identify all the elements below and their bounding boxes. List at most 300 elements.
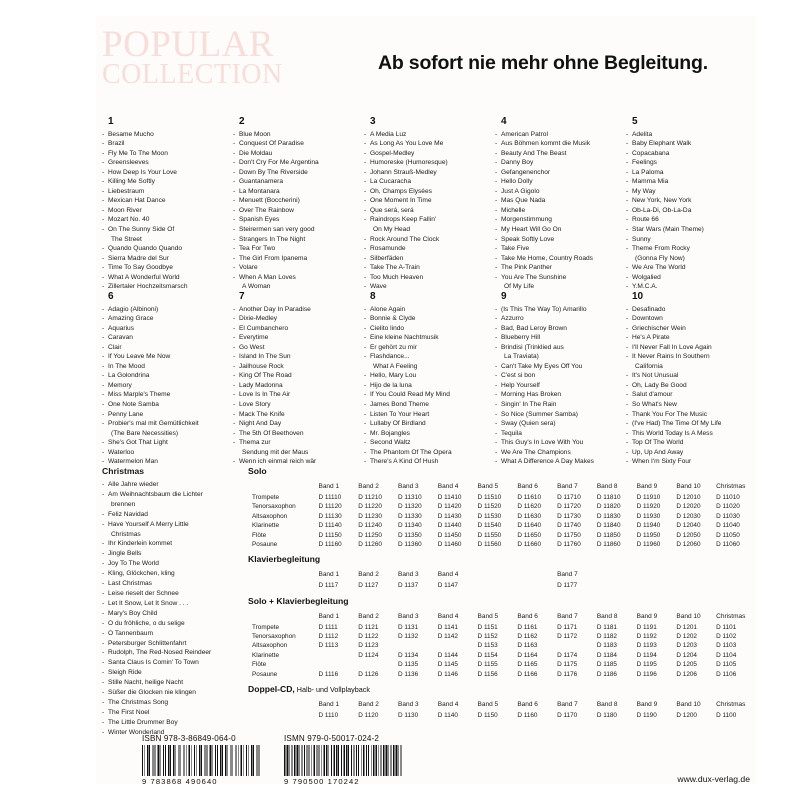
song-item: - King Of The Road — [233, 371, 360, 381]
song-item: - In The Mood — [102, 362, 229, 372]
song-item: - Feliz Navidad — [102, 510, 242, 520]
song-item: - Wenn ich einmal reich wär — [233, 457, 360, 467]
song-item: - A Media Luz — [364, 130, 491, 140]
band-column-header: Band 4 — [437, 701, 459, 708]
song-item: - This Guy's In Love With You — [495, 438, 622, 448]
instrument-name: Flöte — [252, 531, 267, 539]
song-item: - Mas Que Nada — [495, 196, 622, 206]
order-number-cell: D 1176 — [557, 670, 578, 678]
song-item: - Take Five — [495, 244, 622, 254]
order-number-cell: D 11920 — [636, 503, 661, 511]
order-number-cell: D 11620 — [517, 503, 541, 511]
order-number-cell: D 1164 — [517, 651, 538, 659]
song-item: - Strangers In The Night — [233, 235, 360, 245]
song-item: - Que será, será — [364, 206, 491, 216]
order-number-cell: D 11020 — [716, 503, 740, 511]
band-column-header: Band 8 — [596, 701, 618, 708]
table-row — [248, 641, 756, 650]
order-number-cell: D 11210 — [358, 493, 382, 501]
song-item: - This World Today Is A Mess — [626, 429, 753, 439]
volume-column-9 — [495, 291, 622, 467]
order-number-cell: D 1103 — [716, 642, 737, 650]
order-number-tables — [248, 466, 756, 725]
song-item: - Dixie-Medley — [233, 314, 360, 324]
song-item: - Danny Boy — [495, 158, 622, 168]
song-item: - If You Leave Me Now — [102, 352, 229, 362]
instrument-header — [248, 700, 318, 711]
order-number-cell: D 1147 — [437, 582, 458, 590]
order-number-cell: D 1134 — [398, 651, 419, 659]
volume-column-1 — [102, 116, 229, 292]
order-number-cell: D 11550 — [477, 531, 502, 539]
footer — [96, 716, 756, 784]
order-number-cell: D 11650 — [517, 531, 541, 539]
band-column-header — [517, 570, 557, 581]
volume-number: 6 — [108, 291, 114, 302]
order-number-cell: D 1175 — [557, 661, 578, 669]
song-item: - Top Of The World — [626, 438, 753, 448]
song-item: - Moon River — [102, 206, 229, 216]
song-item: - Morning Has Broken — [495, 390, 622, 400]
order-number-cell: D 12060 — [676, 540, 701, 548]
song-item: - Morgenstimmung — [495, 215, 622, 225]
song-item: - (Is This The Way To) Amarillo — [495, 305, 622, 315]
order-number-cell: D 1174 — [557, 651, 578, 659]
song-item: - Caravan — [102, 333, 229, 343]
song-item: - Beauty And The Beast — [495, 149, 622, 159]
order-number-cell: D 12050 — [676, 531, 701, 539]
order-number-cell: D 11310 — [398, 493, 422, 501]
song-item: - Rosamunde — [364, 244, 491, 254]
song-item: - My Way — [626, 187, 753, 197]
order-number-cell: D 11320 — [398, 503, 422, 511]
song-item: - Santa Claus Is Comin' To Town — [102, 658, 242, 668]
order-number-cell: D 11260 — [358, 540, 382, 548]
order-number-cell: D 1120 — [358, 711, 379, 719]
order-number-cell: D 11660 — [517, 540, 541, 548]
song-item: - Sway (Quien sera) — [495, 419, 622, 429]
table-row — [248, 502, 756, 511]
song-item: - When A Man Loves — [233, 273, 360, 283]
order-number-cell: D 11640 — [517, 522, 541, 530]
band-column-header: Band 10 — [676, 483, 701, 490]
volume-number: 7 — [239, 291, 245, 302]
order-number-cell: D 1146 — [437, 670, 458, 678]
order-number-cell: D 1182 — [596, 632, 617, 640]
volume-column-3 — [364, 116, 491, 292]
song-item: - Hello, Mary Lou — [364, 371, 491, 381]
order-number-cell: D 1102 — [716, 632, 737, 640]
song-item: - Listen To Your Heart — [364, 410, 491, 420]
song-item: (Gonna Fly Now) — [635, 254, 685, 262]
song-item: - Stille Nacht, heilige Nacht — [102, 678, 242, 688]
song-item: - Star Wars (Main Theme) — [626, 225, 753, 235]
song-item: - Sierra Madre del Sur — [102, 254, 229, 264]
song-item: - Aquarius — [102, 324, 229, 334]
song-item: - Oh, Lady Be Good — [626, 381, 753, 391]
song-item: - Gefangenenchor — [495, 168, 622, 178]
song-item: - The First Noel — [102, 708, 242, 718]
song-item: - Time To Say Goodbye — [102, 263, 229, 273]
isbn-barcode — [142, 745, 260, 776]
header — [96, 16, 756, 102]
song-item: - Down By The Riverside — [233, 168, 360, 178]
order-number-cell: D 1144 — [437, 651, 458, 659]
order-number-cell: D 11540 — [477, 522, 502, 530]
band-column-header: Band 10 — [676, 612, 701, 620]
band-column-header: Band 10 — [676, 701, 701, 708]
song-item: - Wave — [364, 282, 491, 292]
band-column-header — [478, 570, 518, 581]
song-item: - Take The A-Train — [364, 263, 491, 273]
band-column-header: Band 1 — [318, 612, 340, 620]
order-number-cell: D 1160 — [517, 711, 538, 719]
song-item: - Er gehört zu mir — [364, 343, 491, 353]
instrument-name: Altsaxophon — [252, 642, 288, 650]
table-row — [248, 512, 756, 521]
song-item: La Traviata) — [504, 353, 539, 361]
order-number-cell: D 1110 — [318, 711, 339, 719]
song-item: - (I've Had) The Time Of My Life — [626, 419, 753, 429]
order-number-cell: D 1195 — [636, 661, 657, 669]
order-number-cell: D 1192 — [636, 632, 657, 640]
order-number-cell: D 1116 — [318, 670, 339, 678]
song-list — [364, 305, 491, 467]
volume-number: 9 — [501, 291, 507, 302]
order-table-block — [248, 684, 756, 720]
song-item: - Petersburger Schlittenfahrt — [102, 639, 242, 649]
order-number-cell: D 11250 — [358, 531, 382, 539]
order-number-cell: D 1171 — [557, 623, 578, 631]
instrument-name: Altsaxophon — [252, 512, 288, 520]
back-cover-sheet — [96, 16, 756, 784]
volume-column-10 — [626, 291, 753, 467]
order-number-cell: D 1135 — [398, 661, 419, 669]
song-item: - Another Day In Paradise — [233, 305, 360, 315]
order-number-cell: D 11060 — [716, 540, 740, 548]
order-number-cell: D 1151 — [477, 623, 498, 631]
song-item: - Theme From Rocky — [626, 244, 753, 254]
song-item: - The Christmas Song — [102, 698, 242, 708]
instrument-header — [248, 482, 318, 493]
song-item: - James Bond Theme — [364, 400, 491, 410]
order-number-cell: D 1132 — [398, 632, 419, 640]
song-item: - Mozart No. 40 — [102, 215, 229, 225]
band-column-header: Christmas — [716, 483, 746, 490]
instrument-name: Trompete — [252, 623, 280, 631]
song-item: - Spanish Eyes — [233, 215, 360, 225]
order-number-cell: D 11830 — [596, 512, 621, 520]
song-item: - O Tannenbaum — [102, 629, 242, 639]
song-item: - On The Sunny Side Of — [102, 225, 229, 235]
song-item: - It's Not Unusual — [626, 371, 753, 381]
song-item: - Too Much Heaven — [364, 273, 491, 283]
song-list — [233, 305, 360, 467]
band-column-header: Band 3 — [398, 571, 419, 579]
volume-number: 1 — [108, 116, 114, 127]
band-column-header: Band 8 — [596, 612, 618, 620]
brand-logo — [102, 24, 283, 91]
song-item: - Sunny — [626, 235, 753, 245]
table-row — [248, 623, 756, 632]
order-table-title — [248, 554, 756, 564]
order-table-title — [248, 596, 756, 606]
order-number-cell: D 11840 — [596, 522, 621, 530]
order-number-cell: D 1170 — [557, 711, 578, 719]
order-number-cell: D 1183 — [596, 642, 617, 650]
table-header-row — [248, 482, 756, 493]
order-number-cell: D 11910 — [636, 493, 661, 501]
order-number-cell: D 1181 — [596, 623, 617, 631]
song-item: - Am Weihnachtsbaum die Lichter — [102, 490, 242, 500]
band-column-header: Band 4 — [437, 571, 459, 579]
order-number-cell — [676, 581, 716, 590]
song-list — [626, 305, 753, 467]
song-item: - Killing Me Softly — [102, 177, 229, 187]
band-column-header — [676, 570, 716, 581]
song-item: - Die Moldau — [233, 149, 360, 159]
song-item: - Thema zur — [233, 438, 360, 448]
band-column-header: Band 4 — [437, 612, 459, 620]
song-item: - Mamma Mia — [626, 177, 753, 187]
volume-number: 3 — [370, 116, 376, 127]
song-item: - Tequila — [495, 429, 622, 439]
volume-row-2 — [102, 291, 756, 467]
logo-line-2: COLLECTION — [102, 59, 283, 91]
order-number-cell: D 1162 — [517, 632, 538, 640]
song-item: - Lullaby Of Birdland — [364, 419, 491, 429]
song-item: - How Deep Is Your Love — [102, 168, 229, 178]
instrument-name: Klarinette — [252, 651, 279, 659]
band-column-header: Band 7 — [557, 612, 578, 620]
ismn-barcode — [284, 745, 402, 776]
band-column-header: Band 9 — [636, 483, 658, 490]
order-number-cell: D 1166 — [517, 670, 538, 678]
order-table-block — [248, 596, 756, 679]
table-row — [248, 581, 756, 590]
song-item: - Eine kleine Nachtmusik — [364, 333, 491, 343]
order-table-title-main: Doppel-CD, — [248, 684, 295, 694]
band-column-header: Band 7 — [557, 701, 578, 708]
song-item: - It Never Rains In Southern — [626, 352, 753, 362]
instrument-name: Flöte — [252, 661, 267, 669]
song-item: - Singin' In The Rain — [495, 400, 622, 410]
song-item: - Lady Madonna — [233, 381, 360, 391]
song-item: - Steirermen san very good — [233, 225, 360, 235]
song-item: - Miss Marple's Theme — [102, 390, 229, 400]
song-item: - Over The Rainbow — [233, 206, 360, 216]
song-item: - Route 66 — [626, 215, 753, 225]
band-column-header: Band 2 — [358, 571, 379, 579]
song-item: - I'll Never Fall In Love Again — [626, 343, 753, 353]
order-number-cell: D 1130 — [398, 711, 419, 719]
order-number-cell: D 1200 — [676, 711, 697, 719]
band-column-header: Band 9 — [636, 701, 658, 708]
instrument-header — [248, 612, 318, 623]
song-item: - Zillertaler Hochzeitsmarsch — [102, 282, 229, 292]
song-item: - So Nice (Summer Samba) — [495, 410, 622, 420]
song-item: - We Are The Champions — [495, 448, 622, 458]
song-item: - What A Difference A Day Makes — [495, 457, 622, 467]
song-item: - Raindrops Keep Fallin' — [364, 215, 491, 225]
instrument-name: Posaune — [252, 540, 278, 548]
song-item: - The Little Drummer Boy — [102, 718, 242, 728]
order-number-cell: D 1201 — [676, 623, 697, 631]
website-url[interactable]: www.dux-verlag.de — [677, 774, 750, 784]
song-item: - She's Got That Light — [102, 438, 229, 448]
song-item: - Memory — [102, 381, 229, 391]
order-number-cell — [517, 581, 557, 590]
song-item: - Let It Snow, Let It Snow . . . — [102, 599, 242, 609]
order-number-cell: D 1113 — [318, 642, 339, 650]
volume-number: 2 — [239, 116, 245, 127]
song-item: - Night And Day — [233, 419, 360, 429]
song-item: - Aus Böhmen kommt die Musik — [495, 139, 622, 149]
song-item: - Griechischer Wein — [626, 324, 753, 334]
christmas-heading: Christmas — [102, 466, 145, 476]
order-number-cell: D 11130 — [318, 512, 342, 520]
order-number-cell: D 11850 — [596, 531, 621, 539]
isbn-block — [142, 734, 260, 786]
order-number-cell: D 11360 — [398, 540, 422, 548]
song-item: - Brazil — [102, 139, 229, 149]
order-number-cell: D 11040 — [716, 522, 740, 530]
order-number-cell — [318, 660, 358, 669]
order-number-cell: D 1137 — [398, 582, 419, 590]
order-number-cell: D 11930 — [636, 512, 661, 520]
logo-line-1: POPULAR — [102, 24, 275, 65]
song-item: - Salut d'amour — [626, 390, 753, 400]
ismn-label: ISMN 979-0-50017-024-2 — [284, 734, 380, 743]
ismn-barcode-digits: 9 790500 170242 — [284, 777, 360, 786]
order-number-cell: D 1111 — [318, 623, 338, 631]
table-header-row — [248, 700, 756, 711]
song-list — [102, 305, 229, 467]
band-column-header — [637, 570, 677, 581]
song-item: - Y.M.C.A. — [626, 282, 753, 292]
order-number-cell: D 11340 — [398, 522, 422, 530]
table-header-row — [248, 570, 756, 581]
order-number-cell: D 11560 — [477, 540, 502, 548]
order-number-cell: D 11710 — [557, 493, 581, 501]
order-number-cell: D 1112 — [318, 632, 339, 640]
order-number-cell: D 1101 — [716, 623, 737, 631]
order-number-cell: D 1202 — [676, 632, 697, 640]
song-item: - Joy To The World — [102, 559, 242, 569]
order-number-cell: D 1104 — [716, 651, 737, 659]
song-item: - Up, Up And Away — [626, 448, 753, 458]
order-number-cell — [398, 641, 438, 650]
song-item: - Liebestraum — [102, 187, 229, 197]
order-number-cell: D 11140 — [318, 522, 342, 530]
instrument-name — [248, 581, 318, 590]
song-item: - Mary's Boy Child — [102, 609, 242, 619]
volume-number: 8 — [370, 291, 376, 302]
song-item: - There's A Kind Of Hush — [364, 457, 491, 467]
table-row — [248, 651, 756, 660]
order-number-cell: D 11630 — [517, 512, 541, 520]
order-number-cell: D 1154 — [477, 651, 498, 659]
instrument-name: Trompete — [252, 493, 280, 501]
order-number-cell: D 11460 — [437, 540, 462, 548]
table-row — [248, 521, 756, 530]
order-number-cell: D 11050 — [716, 531, 740, 539]
order-number-cell: D 11530 — [477, 512, 502, 520]
song-item: - Volare — [233, 263, 360, 273]
band-column-header: Band 7 — [557, 483, 578, 490]
song-item: - Leise rieselt der Schnee — [102, 589, 242, 599]
song-item: - Copacabana — [626, 149, 753, 159]
song-item: - Thank You For The Music — [626, 410, 753, 420]
order-number-cell: D 1150 — [477, 711, 498, 719]
band-column-header — [597, 570, 637, 581]
song-item: - Kling, Glöckchen, kling — [102, 569, 242, 579]
song-list — [495, 130, 622, 292]
order-table-title-sub: Halb- und Vollplayback — [294, 685, 370, 694]
song-item: - Gospel-Medley — [364, 149, 491, 159]
song-item: - Downtown — [626, 314, 753, 324]
volume-row-1 — [102, 116, 756, 292]
song-item: - Azzurro — [495, 314, 622, 324]
song-item: - La Golondrina — [102, 371, 229, 381]
order-number-cell: D 11240 — [358, 522, 382, 530]
table-row — [248, 670, 756, 679]
tagline: Ab sofort nie mehr ohne Begleitung. — [378, 52, 708, 74]
order-table-block — [248, 554, 756, 590]
band-column-header: Band 3 — [398, 612, 419, 620]
order-number-cell: D 11740 — [557, 522, 581, 530]
song-item: - Probier's mal mit Gemütlichkeit — [102, 419, 229, 429]
song-item: - My Heart Will Go On — [495, 225, 622, 235]
order-number-cell: D 11730 — [557, 512, 581, 520]
song-item: - We Are The World — [626, 263, 753, 273]
band-column-header: Band 4 — [437, 483, 459, 490]
order-number-cell: D 1184 — [596, 651, 617, 659]
song-list — [495, 305, 622, 467]
order-number-cell: D 11010 — [716, 493, 740, 501]
order-number-cell: D 11720 — [557, 503, 581, 511]
order-number-cell: D 11520 — [477, 503, 502, 511]
order-number-cell: D 1123 — [358, 642, 379, 650]
song-item: A Woman — [242, 283, 271, 291]
song-item: Of My Life — [504, 283, 535, 291]
order-number-cell: D 1126 — [358, 670, 379, 678]
song-item: - Love Story — [233, 400, 360, 410]
song-item: - He's A Pirate — [626, 333, 753, 343]
order-number-cell: D 1155 — [477, 661, 498, 669]
band-column-header: Band 2 — [358, 612, 379, 620]
order-number-cell: D 1153 — [477, 642, 498, 650]
order-number-cell: D 11160 — [318, 540, 342, 548]
order-number-cell: D 1117 — [318, 582, 339, 590]
song-item: - Everytime — [233, 333, 360, 343]
order-number-cell: D 1131 — [398, 623, 419, 631]
song-item: - Island In The Sun — [233, 352, 360, 362]
order-number-cell: D 12040 — [676, 522, 701, 530]
order-number-cell: D 1141 — [437, 623, 458, 631]
song-item: - O du fröhliche, o du selige — [102, 619, 242, 629]
band-column-header: Christmas — [716, 612, 746, 620]
band-column-header: Band 5 — [477, 612, 499, 620]
order-number-cell: D 11350 — [398, 531, 422, 539]
song-item: - Amazing Grace — [102, 314, 229, 324]
song-item: - Humoreske (Humoresque) — [364, 158, 491, 168]
song-item: - Tea For Two — [233, 244, 360, 254]
order-number-cell: D 1122 — [358, 632, 379, 640]
order-number-cell: D 11120 — [318, 503, 342, 511]
band-column-header — [716, 570, 756, 581]
christmas-volume — [102, 466, 242, 738]
